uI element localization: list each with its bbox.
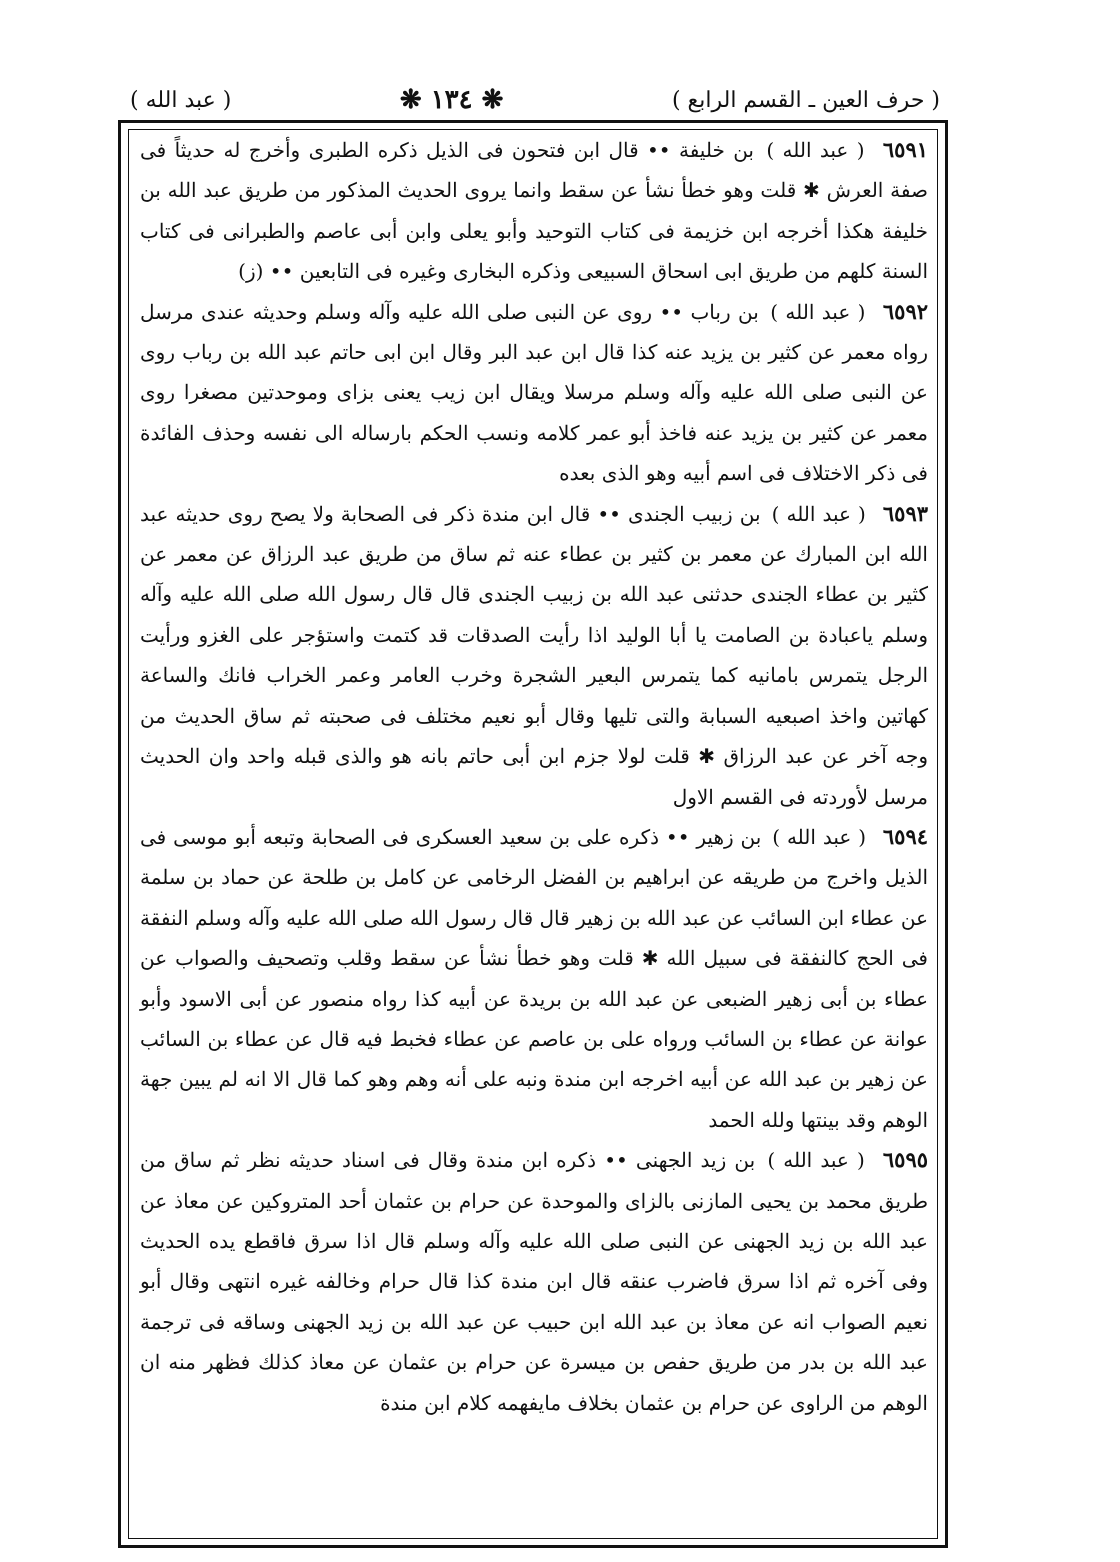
- entry-text: بن رباب •• روى عن النبى صلى الله عليه وآله وسلم وحديثه عندى مرسل رواه معمر عن كثير بن يزيد عنه كذا قال ابن عبد البر وقال ابن ابى حاتم عبد الله بن رباب روى عن النبى صلى الله عليه وآله وسلم مرسلا ويقال ابن زيب يعنى بزاى وموحدتين مصغرا روى معمر عن كثير بن يزيد عنه فاخذ أبو عمر كلامه ونسب الحكم بارساله الى نفسه وحذف الفائدة فى ذكر الاختلاف فى اسم أبيه وهو الذى بعده: [140, 299, 928, 486]
- entry-number: ٦٥٩٣: [882, 500, 929, 526]
- header-section-title: ( حرف العين ـ القسم الرابع ): [671, 87, 940, 113]
- entry-name: ( عبد الله ): [767, 1148, 865, 1173]
- entry-6591: [140, 130, 928, 292]
- entry-name: ( عبد الله ): [770, 299, 866, 324]
- entry-name: ( عبد الله ): [771, 501, 866, 526]
- entry-name: ( عبد الله ): [772, 824, 866, 849]
- entry-name: ( عبد الله ): [766, 138, 865, 162]
- entry-text: بن زيد الجهنى •• ذكره ابن مندة وقال فى اسناد حديثه نظر ثم ساق من طريق محمد بن يحيى المازنى بالزاى والموحدة عن حرام بن عثمان أحد المتروكين عن معاذ عن عبد الله بن زيد الجهنى عن النبى صلى الله عليه وآله وسلم قال اذا سرق فاقطع يده الحديث وفى آخره ثم اذا سرق فاضرب عنقه قال ابن مندة كذا قال حرام وخالفه غيره انتهى وقال أبو نعيم الصواب انه عن معاذ بن عبد الله ابن حبيب عن عبد الله بن زيد الجهنى وساقه فى ترجمة عبد الله بن بدر من طريق حفص بن ميسرة عن حرام بن عثمان عن معاذ كذلك فظهر منه ان الوهم من الراوى عن حرام بن عثمان بخلاف مايفهمه كلام ابن مندة: [140, 1148, 928, 1415]
- entry-6593: [140, 494, 928, 817]
- page-number: ❋ ١٣٤ ❋: [399, 85, 504, 115]
- page-body: [140, 130, 928, 1530]
- entry-number: ٦٥٩٥: [882, 1147, 929, 1173]
- entry-text: بن خليفة •• قال ابن فتحون فى الذيل ذكره الطبرى وأخرج له حديثاً فى صفة العرش ✱ قلت وهو خطأ نشأ عن سقط وانما يروى الحديث المذكور من طريق عبد الله بن خليفة هكذا أخرجه ابن خزيمة فى كتاب التوحيد وأبو يعلى وابن أبى عاصم والطبرانى فى كتاب السنة كلهم من طريق ابى اسحاق السبيعى وذكره البخارى وغيره فى التابعين •• (ز): [140, 138, 928, 284]
- header-running-name: ( عبد الله ): [130, 87, 232, 113]
- entry-number: ٦٥٩٤: [882, 823, 929, 849]
- entry-text: بن زهير •• ذكره على بن سعيد العسكرى فى الصحابة وتبعه أبو موسى فى الذيل واخرج من طريقه عن ابراهيم بن الفضل الرخامى عن كامل بن طلحة عن حماد بن سلمة عن عطاء ابن السائب عن عبد الله بن زهير قال قال رسول الله صلى الله عليه وآله وسلم النفقة فى الحج كالنفقة فى سبيل الله ✱ قلت وهو خطأ نشأ عن سقط وقلب وتصحيف والصواب عن عطاء بن أبى زهير الضبعى عن عبد الله بن بريدة عن أبيه كذا رواه منصور عن أبى الاسود وأبو عوانة عن عطاء بن السائب ورواه على بن عاصم عن عطاء فخبط فيه قال عن عطاء بن السائب عن زهير بن عبد الله عن أبيه اخرجه ابن مندة ونبه على أنه وهم وهو كما قال الا انه لم يبين جهة الوهم وقد بينتها ولله الحمد: [140, 824, 928, 1132]
- page-header: [130, 78, 940, 122]
- entry-number: ٦٥٩٢: [882, 298, 929, 324]
- entry-6592: [140, 292, 928, 494]
- entry-6594: [140, 817, 928, 1140]
- entry-6595: [140, 1140, 928, 1423]
- entry-number: ٦٥٩١: [882, 137, 929, 162]
- entry-text: بن زبيب الجندى •• قال ابن مندة ذكر فى الصحابة ولا يصح روى حديثه عبد الله ابن المبارك عن معمر بن كثير بن عطاء عنه ثم ساق من طريق عبد الرزاق عن معمر عن كثير بن عطاء الجندى حدثنى عبد الله بن زبيب الجندى قال قال رسول الله صلى الله عليه وآله وسلم ياعبادة بن الصامت يا أبا الوليد اذا رأيت الصدقات قد كتمت واستؤجر على الغزو ورأيت الرجل يتمرس بامانيه كما يتمرس البعير الشجرة وخرب العامر وعمر الخراب فانك والساعة كهاتين واخذ اصبعيه السبابة والتى تليها وقال أبو نعيم مختلف فى صحبته ثم ساق الحديث من وجه آخر عن عبد الرزاق ✱ قلت لولا جزم ابن أبى حاتم بانه هو والذى قبله واحد وان الحديث مرسل لأوردته فى القسم الاول: [140, 501, 928, 809]
